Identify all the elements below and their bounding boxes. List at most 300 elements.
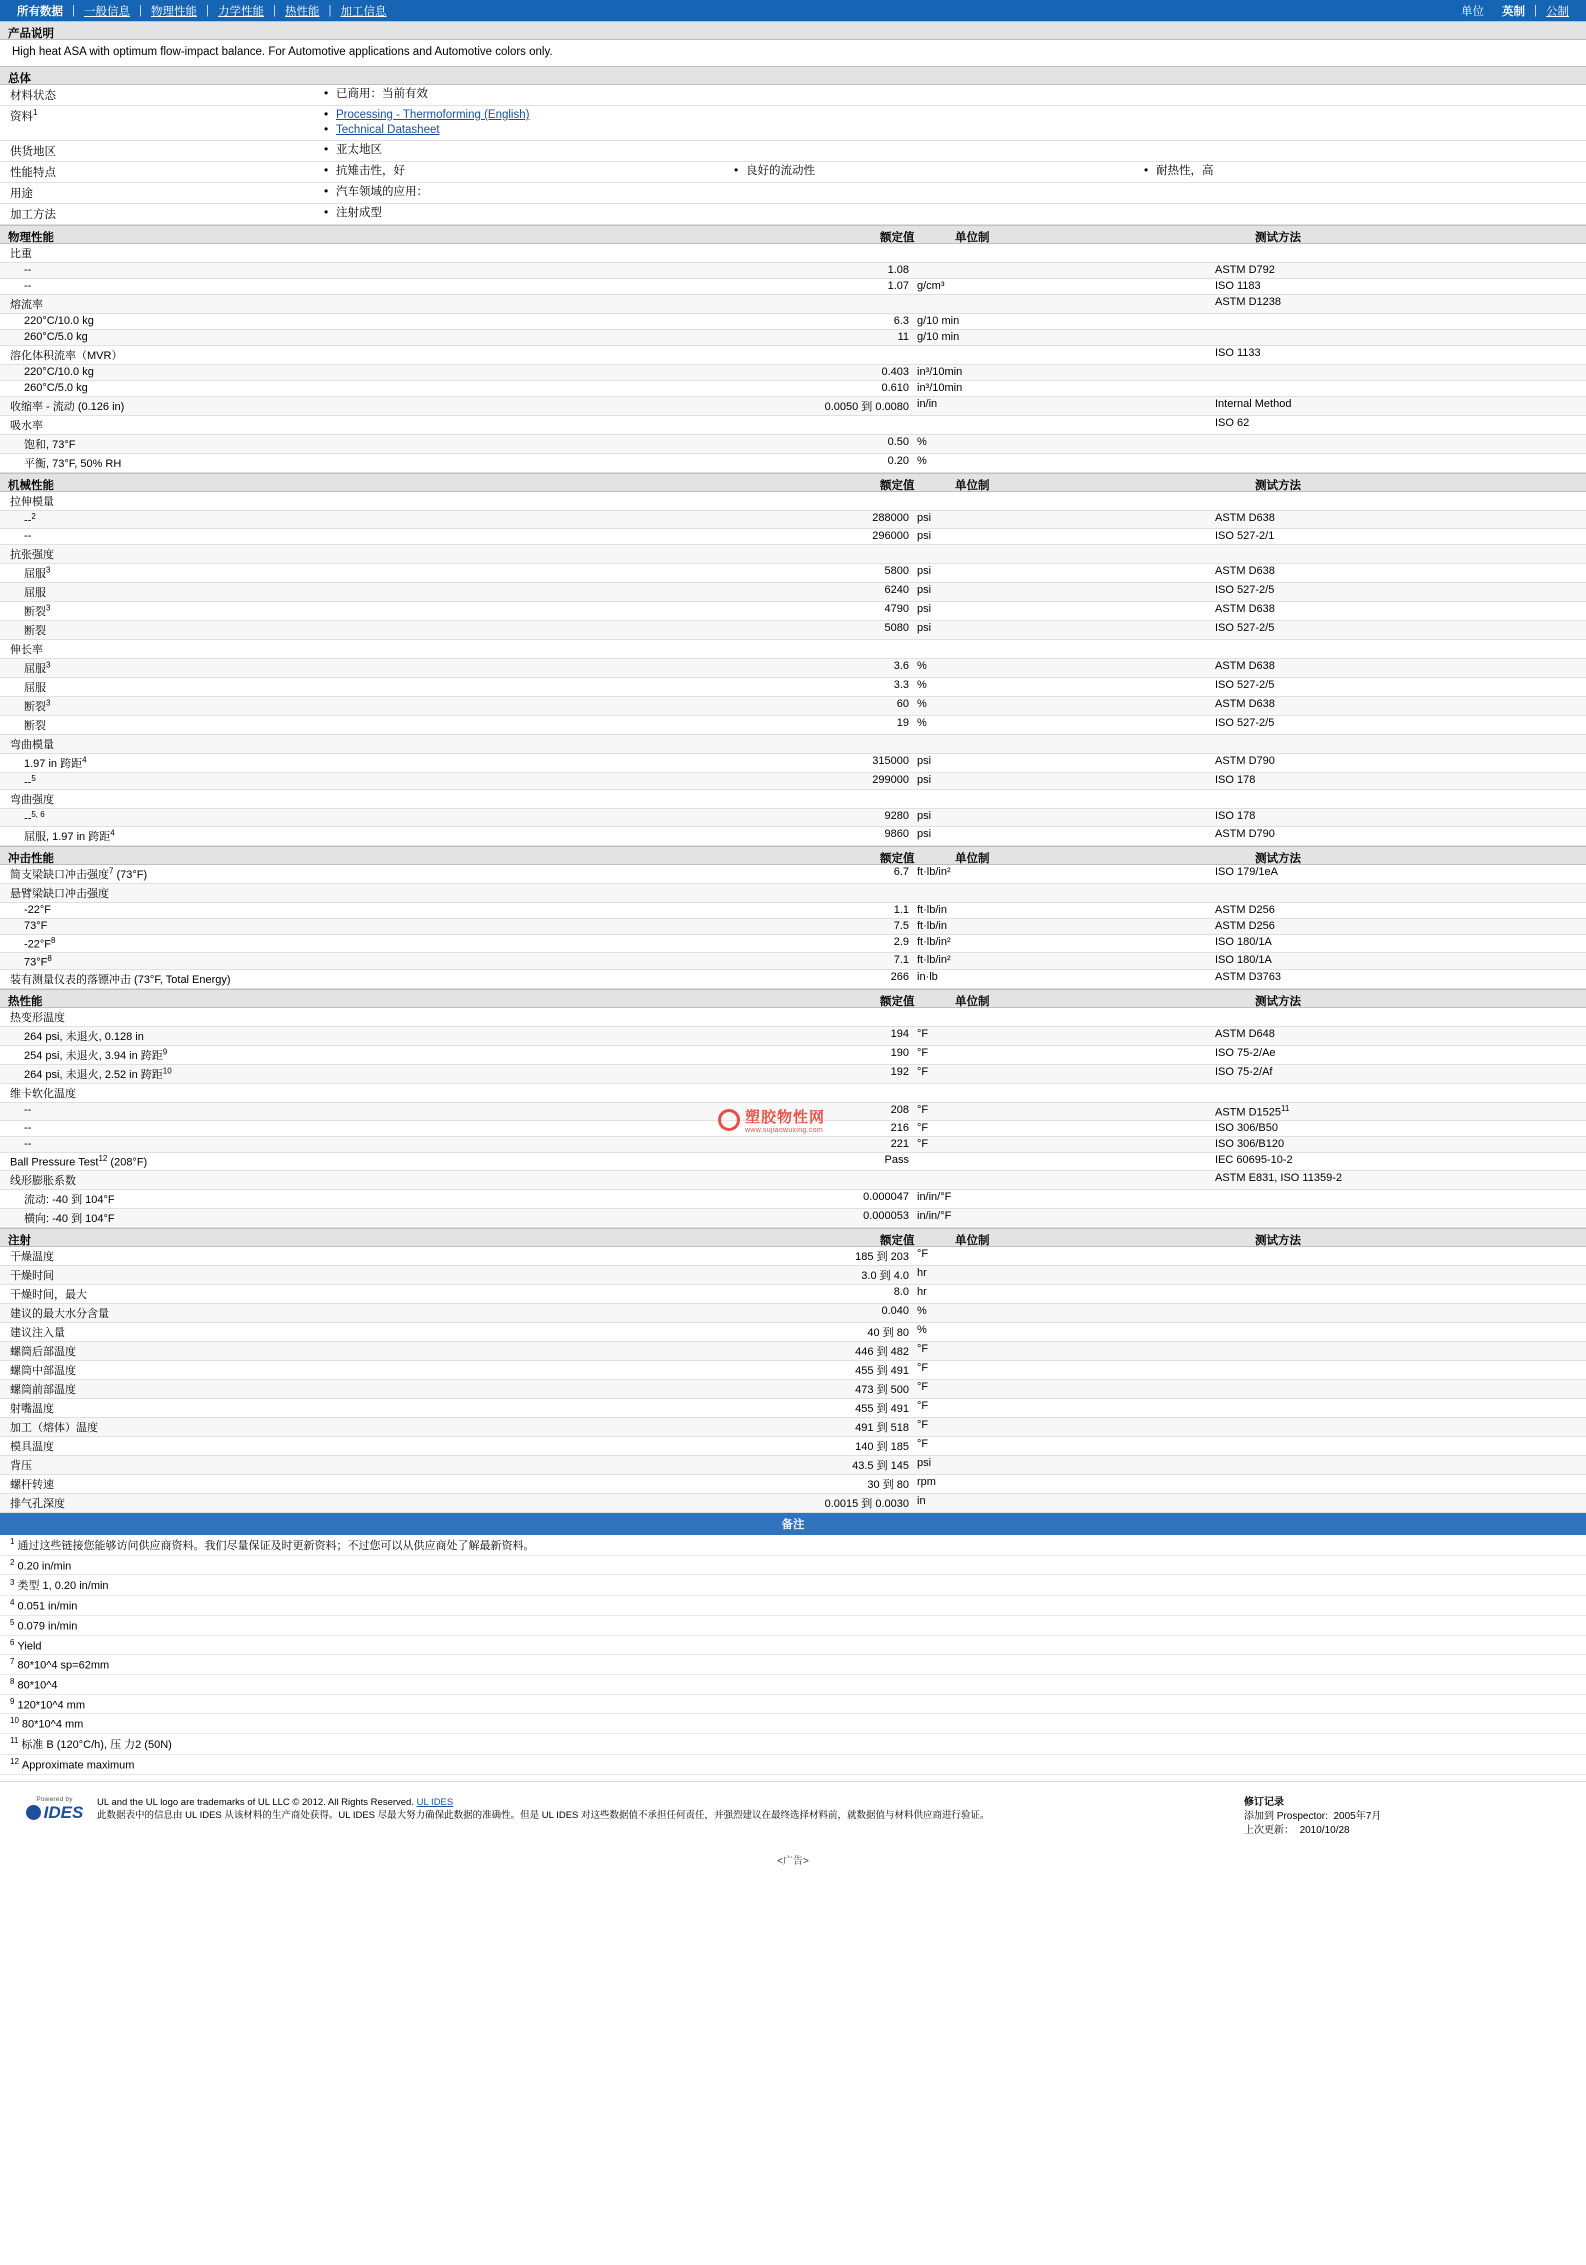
property-value: 7.5 xyxy=(893,919,909,932)
property-unit: psi xyxy=(917,602,932,615)
property-label: -22°F xyxy=(24,903,52,916)
revision-updated-label: 上次更新： xyxy=(1244,1824,1294,1836)
table-row xyxy=(0,678,1586,697)
table-row xyxy=(0,1046,1586,1065)
table-row xyxy=(0,602,1586,621)
property-value: 296000 xyxy=(872,529,909,542)
property-value: 1.08 xyxy=(887,264,909,276)
test-method: ASTM D638 xyxy=(1215,602,1275,615)
section-header xyxy=(0,225,1586,244)
property-value: 0.0050 到 0.0080 xyxy=(824,401,909,413)
property-label: 螺筒中部温度 xyxy=(10,1364,76,1377)
property-unit: ft·lb/in² xyxy=(917,865,951,878)
test-method: ISO 527-2/5 xyxy=(1215,716,1275,729)
property-label: 螺筒前部温度 xyxy=(10,1383,76,1396)
bullet-column xyxy=(320,185,730,201)
row-label xyxy=(0,108,320,138)
ides-logo xyxy=(12,1796,97,1838)
row-values xyxy=(320,185,1586,201)
property-label: 220°C/10.0 kg xyxy=(24,366,94,378)
property-label: 溶化体积流率（MVR） xyxy=(10,350,123,362)
note-number: 6 xyxy=(10,1637,15,1647)
property-label: 254 psi, 未退火, 3.94 in 跨距$^9$ xyxy=(24,1047,168,1063)
footnote-marker: 5 xyxy=(31,773,36,783)
property-label: 加工（熔体）温度 xyxy=(10,1421,98,1434)
row-label-text: 资料 xyxy=(10,111,33,123)
row-values xyxy=(320,87,1586,103)
general-table xyxy=(0,85,1586,225)
table-row xyxy=(0,754,1586,773)
property-value: 185 到 203 xyxy=(855,1250,909,1263)
property-unit: hr xyxy=(917,1266,927,1279)
test-method: ASTM E831, ISO 11359-2 xyxy=(1215,1171,1342,1184)
test-method: ASTM D648 xyxy=(1215,1028,1275,1041)
property-label: 断裂 xyxy=(24,719,46,732)
test-method: ASTM D790 xyxy=(1215,754,1275,767)
property-unit: °F xyxy=(917,1137,929,1150)
property-value: 194 xyxy=(890,1028,909,1041)
property-label: 收缩率 - 流动 (0.126 in) xyxy=(10,401,125,413)
note-text: Yield xyxy=(17,1640,42,1653)
property-value: 6.7 xyxy=(893,865,909,878)
column-header-unit: 单位制 xyxy=(955,996,990,1009)
bullet-item: • 耐热性，高 xyxy=(1140,164,1550,179)
note-item xyxy=(0,1655,1586,1675)
footer-disclaimer xyxy=(97,1796,1244,1838)
property-value: 5800 xyxy=(884,564,909,577)
note-item xyxy=(0,1714,1586,1734)
property-unit: °F xyxy=(917,1047,929,1060)
property-unit: psi xyxy=(917,810,932,823)
bullet-column xyxy=(320,164,730,180)
note-number: 11 xyxy=(10,1736,19,1746)
property-value: 8.0 xyxy=(893,1285,909,1298)
row-values xyxy=(320,108,1586,138)
property-label: 弯曲模量 xyxy=(10,738,54,751)
table-row xyxy=(0,1437,1586,1456)
footnote-marker: 7 xyxy=(109,866,114,876)
tab-processing-info[interactable]: 加工信息 xyxy=(340,5,387,18)
column-header-unit: 单位制 xyxy=(955,480,990,492)
property-value: 30 到 80 xyxy=(867,1478,909,1491)
table-row xyxy=(0,365,1586,381)
property-unit: in/in/°F xyxy=(917,1209,952,1222)
revision-title: 修订记录 xyxy=(1244,1796,1284,1808)
section-title: 产品说明 xyxy=(8,28,54,40)
footnote-marker: 3 xyxy=(46,603,51,612)
property-unit: g/10 min xyxy=(917,331,960,343)
property-unit: psi xyxy=(917,621,932,634)
test-method: ISO 527-2/1 xyxy=(1215,529,1275,542)
nav-tabs xyxy=(8,3,396,19)
note-text: 80*10^4 sp=62mm xyxy=(17,1659,110,1672)
table-row xyxy=(0,416,1586,435)
test-method: ASTM D256 xyxy=(1215,903,1275,916)
property-label: 流动: -40 到 104°F xyxy=(24,1193,115,1206)
bullet-item: • 汽车领域的应用： xyxy=(320,185,730,200)
bullet-column xyxy=(730,143,1140,159)
table-row xyxy=(0,314,1586,330)
footnote-marker: 12 xyxy=(98,1153,108,1163)
advertisement-placeholder: <广告> xyxy=(777,1855,809,1867)
property-value: 216 xyxy=(890,1121,909,1134)
property-label: --$^{5, 6}$ xyxy=(24,810,45,825)
property-unit: % xyxy=(917,455,927,467)
property-unit: in³/10min xyxy=(917,382,963,394)
property-value: 4790 xyxy=(884,602,909,615)
section-header xyxy=(0,1228,1586,1247)
table-row xyxy=(0,295,1586,314)
property-label: 屈服$^3$ xyxy=(24,660,51,675)
note-text: 80*10^4 mm xyxy=(21,1718,84,1731)
table-row xyxy=(0,564,1586,583)
table-row xyxy=(0,330,1586,346)
note-item xyxy=(0,1675,1586,1695)
property-label: 简支梁缺口冲击强度$^7$ (73°F) xyxy=(10,866,148,881)
table-row xyxy=(0,1266,1586,1285)
table-row xyxy=(0,263,1586,279)
property-unit: g/10 min xyxy=(917,315,960,327)
ides-brand xyxy=(26,1803,84,1823)
property-value: Pass xyxy=(884,1153,909,1166)
footnote-marker: 3 xyxy=(46,698,51,707)
property-value: 221 xyxy=(890,1137,909,1150)
note-text: 0.20 in/min xyxy=(17,1560,72,1573)
table-row xyxy=(0,85,1586,106)
column-header-value: 额定值 xyxy=(880,232,915,244)
property-label: -- xyxy=(24,1121,32,1134)
property-sections xyxy=(0,225,1586,1513)
nav-separator: | xyxy=(328,4,332,17)
property-unit: ft·lb/in xyxy=(917,903,947,916)
table-row xyxy=(0,953,1586,971)
table-row xyxy=(0,716,1586,735)
property-unit: % xyxy=(917,1304,927,1317)
table-row xyxy=(0,1475,1586,1494)
note-number: 10 xyxy=(10,1716,19,1726)
property-label: --$^2$ xyxy=(24,512,36,527)
property-unit: % xyxy=(917,697,927,710)
property-label: -- xyxy=(24,1104,32,1117)
table-row xyxy=(0,919,1586,935)
test-method: ISO 179/1eA xyxy=(1215,865,1278,878)
property-value: 455 到 491 xyxy=(855,1402,909,1415)
table-row xyxy=(0,970,1586,989)
test-method: ASTM D638 xyxy=(1215,697,1275,710)
property-label: 饱和, 73°F xyxy=(24,439,76,451)
note-text: 通过这些链接您能够访问供应商资料。我们尽量保证及时更新资料；不过您可以从供应商处了解最新资料。 xyxy=(17,1539,535,1552)
note-number: 8 xyxy=(10,1676,15,1686)
table-row xyxy=(0,529,1586,545)
column-header-value: 额定值 xyxy=(880,1234,915,1247)
property-label: 干燥时间 xyxy=(10,1269,54,1282)
property-unit: psi xyxy=(917,583,932,596)
property-label: 比重 xyxy=(10,248,32,260)
table-row xyxy=(0,492,1586,511)
bullet-column xyxy=(730,206,1140,222)
property-value: 315000 xyxy=(872,754,909,767)
nav-separator: | xyxy=(206,4,209,17)
property-unit: in/in xyxy=(917,398,938,410)
property-unit: °F xyxy=(917,1066,929,1079)
bullet-column xyxy=(1140,87,1550,103)
revision-record xyxy=(1244,1796,1574,1838)
property-label: 螺杆转速 xyxy=(10,1478,54,1491)
property-unit: °F xyxy=(917,1028,929,1041)
notes-header: 备注 xyxy=(0,1513,1586,1535)
property-label: 熔流率 xyxy=(10,299,43,311)
disclaimer-line-1: UL and the UL logo are trademarks of UL LLC © 2012. All Rights Reserved. xyxy=(97,1796,414,1808)
table-row xyxy=(0,346,1586,365)
property-value: 0.000053 xyxy=(863,1209,909,1222)
property-label: 维卡软化温度 xyxy=(10,1088,76,1101)
section-title: 冲击性能 xyxy=(8,852,54,865)
footnote-marker: 4 xyxy=(82,755,87,764)
property-unit: rpm xyxy=(917,1475,936,1488)
note-text: 80*10^4 xyxy=(17,1679,58,1692)
property-value: 299000 xyxy=(872,773,909,786)
table-row xyxy=(0,162,1586,183)
revision-added xyxy=(1244,1810,1574,1824)
note-item xyxy=(0,1575,1586,1596)
note-item xyxy=(0,1616,1586,1636)
note-text: 120*10^4 mm xyxy=(17,1699,85,1712)
product-description-text: High heat ASA with optimum flow-impact balance. For Automotive applications and Automotive colors only. xyxy=(12,46,553,58)
column-header-test-method: 测试方法 xyxy=(1255,232,1301,244)
property-label: 220°C/10.0 kg xyxy=(24,315,94,327)
row-label: 材料状态 xyxy=(10,90,56,102)
bullet-item: • 抗雉击性，好 xyxy=(320,164,730,179)
note-number: 12 xyxy=(10,1756,19,1766)
column-header-unit: 单位制 xyxy=(955,232,990,244)
table-row xyxy=(0,809,1586,827)
property-label: 屈服$^3$ xyxy=(24,565,51,580)
property-value: 11 xyxy=(897,331,909,343)
table-row xyxy=(0,640,1586,659)
nav-separator: | xyxy=(273,4,276,17)
table-row xyxy=(0,435,1586,454)
bullet-column xyxy=(320,206,730,222)
property-label: 装有测量仪表的落镖冲击 (73°F, Total Energy) xyxy=(10,974,231,987)
property-unit: psi xyxy=(917,564,932,577)
section-header-general xyxy=(0,66,1586,85)
property-value: 2.9 xyxy=(893,935,909,948)
property-value: 0.610 xyxy=(881,382,909,394)
property-label: 线形膨胀系数 xyxy=(10,1174,76,1187)
property-value: 1.07 xyxy=(887,280,909,292)
test-method: ISO 527-2/5 xyxy=(1215,583,1275,596)
note-number: 7 xyxy=(10,1657,15,1667)
property-label: 建议的最大水分含量 xyxy=(10,1307,109,1320)
note-number: 1 xyxy=(10,1536,15,1546)
property-label: 建议注入量 xyxy=(10,1326,65,1339)
property-unit: in³/10min xyxy=(917,366,963,378)
footnote-marker: 9 xyxy=(162,1047,168,1057)
tab-all-data[interactable]: 所有数据 xyxy=(17,5,63,18)
table-row xyxy=(0,735,1586,754)
table-row xyxy=(0,935,1586,953)
column-header-value: 额定值 xyxy=(880,480,915,492)
row-values xyxy=(320,143,1586,159)
property-label: 260°C/5.0 kg xyxy=(24,331,88,343)
table-row xyxy=(0,141,1586,162)
bullet-column xyxy=(1140,143,1550,159)
bullet-column xyxy=(730,108,1140,138)
table-row xyxy=(0,903,1586,919)
property-label: 断裂$^3$ xyxy=(24,603,51,618)
note-text: 标准 B (120°C/h), 压 力2 (50N) xyxy=(21,1738,172,1751)
revision-added-value: 2005年7月 xyxy=(1333,1810,1382,1822)
test-method: ASTM D638 xyxy=(1215,564,1275,577)
bullet-item xyxy=(320,108,730,123)
table-row xyxy=(0,1084,1586,1103)
table-row xyxy=(0,1361,1586,1380)
test-method: ISO 178 xyxy=(1215,810,1256,823)
property-value: 208 xyxy=(890,1104,909,1117)
property-unit: in·lb xyxy=(917,971,938,984)
test-method: IEC 60695-10-2 xyxy=(1215,1153,1293,1166)
tab-thermal-properties[interactable]: 热性能 xyxy=(285,5,320,18)
link-processing-thermoforming[interactable]: Processing - Thermoforming (English) xyxy=(336,109,530,121)
property-label: 1.97 in 跨距$^4$ xyxy=(24,755,87,770)
bullet-column xyxy=(1140,206,1550,222)
property-label: 横向: -40 到 104°F xyxy=(24,1212,115,1225)
table-row xyxy=(0,106,1586,141)
row-values xyxy=(320,164,1586,180)
table-row xyxy=(0,1103,1586,1121)
note-item xyxy=(0,1535,1586,1556)
property-value: 0.20 xyxy=(887,455,909,467)
bullet-item: • 良好的流动性 xyxy=(730,164,1140,179)
property-value: 0.403 xyxy=(881,366,909,378)
notes-list xyxy=(0,1535,1586,1775)
note-text: 0.079 in/min xyxy=(17,1620,78,1633)
table-row xyxy=(0,1190,1586,1209)
watermark-subtitle: www.sujiaowuxing.com xyxy=(745,1127,823,1134)
ul-ides-link[interactable]: UL IDES xyxy=(416,1796,454,1808)
bullet-item: • 已商用：当前有效 xyxy=(320,87,730,102)
test-method: ASTM D638 xyxy=(1215,512,1275,524)
table-row xyxy=(0,279,1586,295)
column-header-unit: 单位制 xyxy=(955,1234,990,1247)
note-number: 2 xyxy=(10,1557,15,1567)
property-value: 140 到 185 xyxy=(855,1440,909,1453)
property-unit: hr xyxy=(917,1285,927,1298)
property-unit: g/cm³ xyxy=(917,280,945,292)
property-unit: % xyxy=(917,659,927,672)
property-label: 干燥温度 xyxy=(10,1250,54,1263)
tab-physical-properties[interactable]: 物理性能 xyxy=(151,5,197,18)
property-value: 190 xyxy=(890,1047,909,1060)
table-row xyxy=(0,1008,1586,1027)
column-header-value: 额定值 xyxy=(880,996,915,1009)
table-row xyxy=(0,204,1586,225)
section-title: 热性能 xyxy=(8,996,43,1009)
note-number: 3 xyxy=(10,1577,15,1587)
table-row xyxy=(0,1456,1586,1475)
test-method: ASTM D1525$^{11}$ xyxy=(1215,1104,1290,1119)
table-row xyxy=(0,1285,1586,1304)
link-technical-datasheet[interactable]: Technical Datasheet xyxy=(336,124,440,136)
test-method: ASTM D256 xyxy=(1215,919,1275,932)
table-row xyxy=(0,1323,1586,1342)
footnote-marker: 10 xyxy=(162,1066,172,1076)
disclaimer-line-2: 此数据表中的信息由 UL IDES 从该材料的生产商处获得。UL IDES 尽最大努力确保此数据的准确性。但是 UL IDES 对这些数据值不承担任何责任，并强烈建议在最终选择材料前，就数据值与材料供应商进行验证。 xyxy=(97,1809,990,1821)
table-row xyxy=(0,865,1586,884)
nav-separator: | xyxy=(1534,4,1537,17)
property-unit: psi xyxy=(917,754,932,767)
property-label: $-22^\circ F^8$ xyxy=(24,935,56,951)
property-unit: in/in/°F xyxy=(917,1190,952,1203)
units-switcher xyxy=(1452,3,1578,19)
property-unit: °F xyxy=(917,1399,929,1412)
note-item xyxy=(0,1695,1586,1715)
test-method: ISO 180/1A xyxy=(1215,953,1272,966)
property-unit: psi xyxy=(917,827,932,840)
property-label: 热变形温度 xyxy=(10,1012,65,1025)
property-label: 断裂 xyxy=(24,624,46,637)
property-value: 0.040 xyxy=(881,1304,909,1317)
property-label: 吸水率 xyxy=(10,420,43,432)
footnote-marker: 3 xyxy=(46,660,51,669)
property-label: 弯曲强度 xyxy=(10,794,54,807)
footnote-marker: 8 xyxy=(47,953,52,963)
column-header-test-method: 测试方法 xyxy=(1255,852,1301,865)
table-row xyxy=(0,1065,1586,1084)
table-row xyxy=(0,659,1586,678)
property-unit: °F xyxy=(917,1104,929,1117)
property-value: 60 xyxy=(896,697,909,710)
test-method: ISO 1183 xyxy=(1215,280,1261,292)
units-option-metric[interactable]: 公制 xyxy=(1546,5,1569,18)
property-label: -- xyxy=(24,1137,32,1150)
property-unit: °F xyxy=(917,1437,929,1450)
column-header-test-method: 测试方法 xyxy=(1255,1234,1301,1247)
property-unit: % xyxy=(917,436,927,448)
property-label: --$^5$ xyxy=(24,773,36,789)
property-label: 拉伸模量 xyxy=(10,496,54,508)
property-unit: °F xyxy=(917,1380,929,1393)
section-header xyxy=(0,846,1586,865)
row-label: 供货地区 xyxy=(10,146,56,158)
footnote-marker: 4 xyxy=(110,828,115,838)
property-unit: ft·lb/in xyxy=(917,919,947,932)
bullet-column xyxy=(320,87,730,103)
test-method: ISO 178 xyxy=(1215,773,1256,786)
top-navigation-bar xyxy=(0,0,1586,21)
property-label: 屈服 xyxy=(24,586,46,599)
property-label: 悬臂梁缺口冲击强度 xyxy=(10,887,109,900)
test-method: ISO 306/B120 xyxy=(1215,1137,1285,1150)
tab-general-info[interactable]: 一般信息 xyxy=(84,5,130,18)
property-unit: °F xyxy=(917,1121,929,1134)
units-option-imperial[interactable]: 英制 xyxy=(1502,5,1525,18)
property-value: 0.50 xyxy=(887,436,909,448)
note-text: 类型 1, 0.20 in/min xyxy=(17,1580,109,1593)
property-value: 473 到 500 xyxy=(855,1383,909,1396)
table-row xyxy=(0,1494,1586,1513)
property-value: 6240 xyxy=(884,583,909,596)
tab-mechanical-properties[interactable]: 力学性能 xyxy=(218,5,264,18)
bullet-item xyxy=(320,123,730,138)
property-value: 6.3 xyxy=(893,315,909,327)
table-row xyxy=(0,1137,1586,1153)
row-label: 加工方法 xyxy=(10,209,56,221)
property-value: 40 到 80 xyxy=(867,1326,909,1339)
test-method: Internal Method xyxy=(1215,398,1292,410)
property-value: 7.1 xyxy=(893,953,909,966)
property-unit: ft·lb/in² xyxy=(917,953,951,966)
